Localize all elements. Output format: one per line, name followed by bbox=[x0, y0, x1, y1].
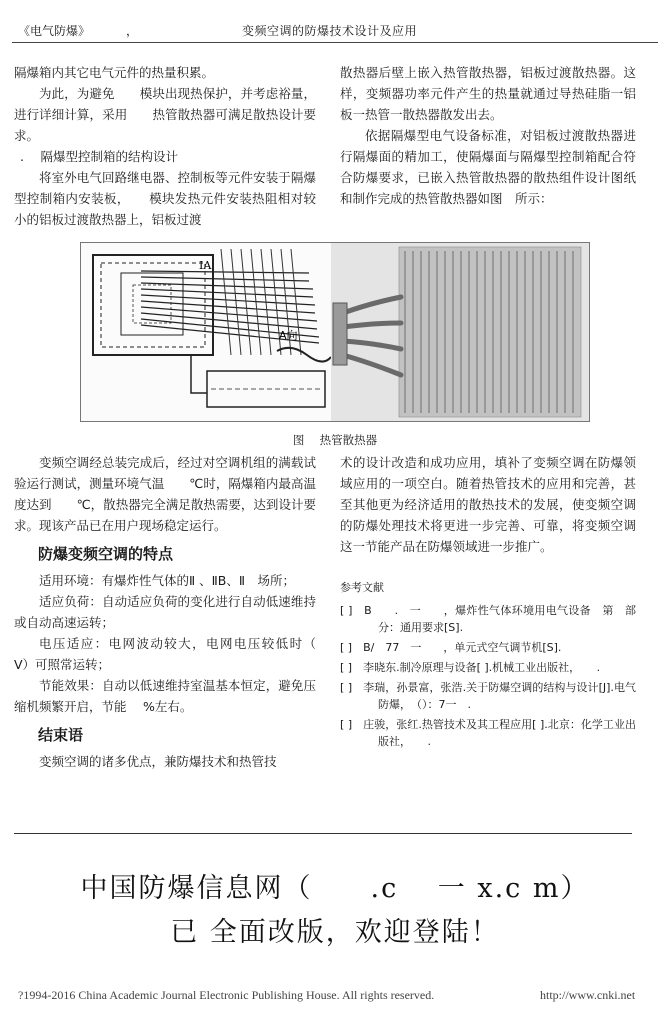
article-title: 变频空调的防爆技术设计及应用 bbox=[242, 24, 418, 38]
reference-item: [ ] 李瑞，孙景富，张浩.关于防爆空调的结构与设计[J].电气防爆， （）：7一 . bbox=[340, 681, 636, 711]
feature-item: 适应负荷：自动适应负荷的变化进行自动低速维持或自动高速运转； bbox=[14, 594, 316, 630]
figure-caption: 图 热管散热器 bbox=[292, 433, 378, 447]
reference-item: [ ] B . 一 ，爆炸性气体环境用电气设备 第 部分：通用要求[S]. bbox=[340, 604, 636, 634]
paragraph: 术的设计改造和成功应用，填补了变频空调在防爆领域应用的一项空白。随着热管技术的应用和完善，甚至其他更为经济适用的散热技术的发展，使变频空调的防爆处理技术将更进一步完善、可靠，将变频空调这一节能产品在防爆领域进一步推广。 bbox=[340, 455, 636, 554]
view-label: IA bbox=[199, 259, 212, 272]
reference-item: [ ] 庄骏，张红.热管技术及其工程应用[ ].北京：化学工业出版社， . bbox=[340, 718, 636, 748]
feature-item: 节能效果：自动以低速维持室温基本恒定，避免压缩机频繁开启，节能 %左右。 bbox=[14, 678, 316, 714]
banner-line-1: 中国防爆信息网（ .c 一 x.c m） bbox=[80, 873, 590, 904]
left-column-bottom bbox=[14, 452, 329, 772]
references-heading: 参考文献 bbox=[340, 581, 384, 594]
banner-line-2: 已 全面改版，欢迎登陆！ bbox=[170, 917, 500, 948]
paragraph: 隔爆箱内其它电气元件的热量积累。 bbox=[14, 65, 215, 80]
left-column-top bbox=[14, 62, 316, 230]
section-heading: 防爆变频空调的特点 bbox=[38, 545, 174, 563]
direction-label: A向 bbox=[279, 329, 298, 342]
copyright-text: ?1994-2016 China Academic Journal Electronic Publishing House. All rights reserved. bbox=[18, 988, 435, 1002]
subsection-heading: . 隔爆型控制箱的结构设计 bbox=[20, 149, 178, 164]
running-header bbox=[0, 18, 670, 40]
paragraph: 为此，为避免 模块出现热保护，并考虑裕量，进行详细计算，采用 热管散热器可满足散热设计要求。 bbox=[14, 86, 316, 143]
reference-item: [ ] B/ 77 一 ，单元式空气调节机[S]. bbox=[340, 641, 562, 654]
copyright-notice bbox=[18, 988, 636, 1003]
footer-rule bbox=[14, 833, 632, 834]
header-rule bbox=[12, 42, 658, 43]
paragraph: 变频空调经总装完成后，经过对空调机组的满载试验运行测试，测量环境气温 ℃时，隔爆箱内最高温度达到 ℃，散热器完全满足散热需要，达到设计要求。现该产品已在用户现场稳定运行。 bbox=[14, 455, 316, 533]
paragraph: 变频空调的诸多优点，兼防爆技术和热管技 bbox=[39, 754, 277, 769]
header-mark: ， bbox=[126, 24, 139, 38]
feature-item: 电压适应：电网波动较大，电网电压较低时（ V）可照常运转； bbox=[14, 636, 329, 672]
right-column-top bbox=[340, 62, 636, 209]
heat-pipe-figure bbox=[80, 242, 590, 422]
section-heading: 结束语 bbox=[38, 726, 84, 744]
cnki-link[interactable]: http://www.cnki.net bbox=[540, 988, 636, 1002]
feature-item: 适用环境：有爆炸性气体的Ⅱ 、ⅡB、Ⅱ 场所； bbox=[39, 573, 296, 588]
journal-name: 《电气防爆》 bbox=[18, 24, 91, 38]
paragraph: 将室外电气回路继电器、控制板等元件安装于隔爆型控制箱内安装板， 模块发热元件安装热阻相对较小的铝板过渡散热器上，铝板过渡 bbox=[14, 170, 316, 227]
paragraph: 依据隔爆型电气设备标准，对铝板过渡散热器进行隔爆面的精加工，使隔爆面与隔爆型控制箱配合符合防爆要求，已嵌入热管散热器的散热组件设计图纸和制作完成的热管散热器如图 所示： bbox=[340, 128, 636, 206]
right-column-bottom bbox=[340, 452, 636, 753]
reference-item: [ ] 李晓东.制冷原理与设备[ ].机械工业出版社， . bbox=[340, 661, 601, 674]
paragraph: 散热器后壁上嵌入热管散热器，铝板过渡散热器。这样，变频器功率元件产生的热量就通过导热硅脂一铝板一热管一散热器散发出去。 bbox=[340, 65, 636, 122]
heat-pipe-diagram bbox=[81, 243, 589, 421]
